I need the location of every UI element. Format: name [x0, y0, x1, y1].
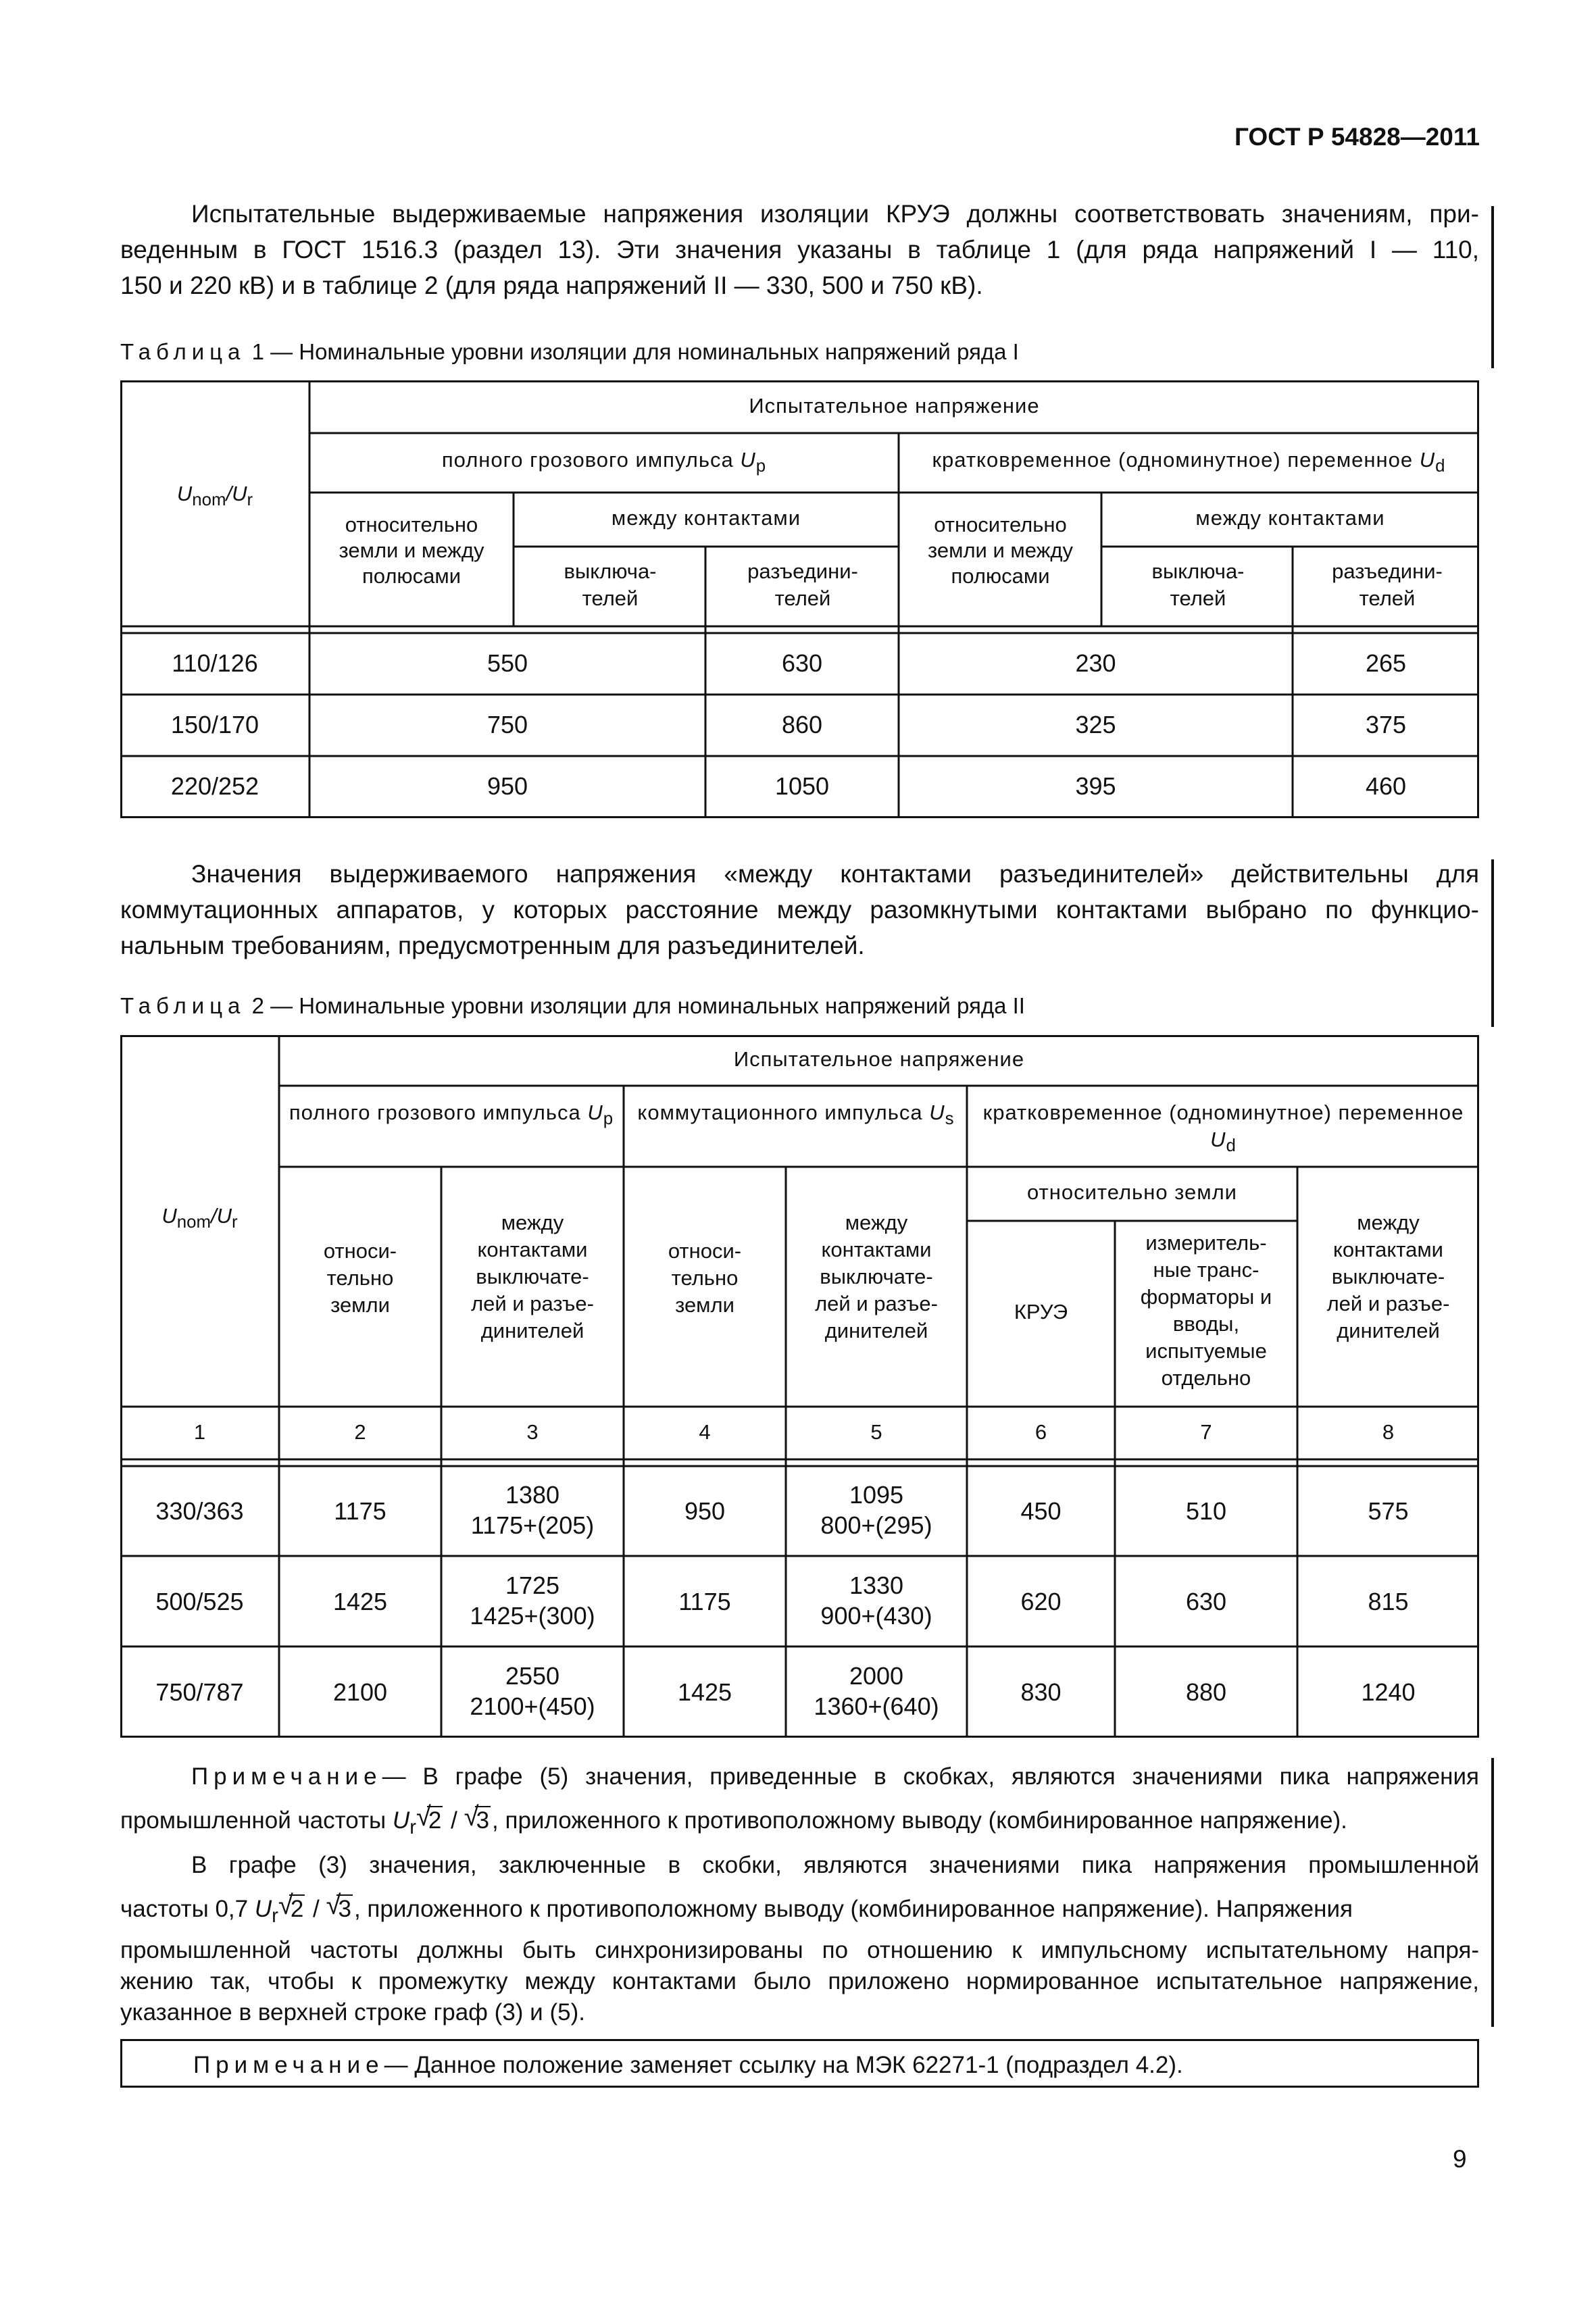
t1-disconnectors-2: разъедини- телей — [1332, 559, 1443, 610]
table-1-grid — [120, 380, 1479, 818]
table2-caption-word: Таблица — [120, 993, 246, 1018]
note2-line-a: В графе (3) значения, заключенные в скобки, являются значениями пика напряжения промышленной — [191, 1852, 1479, 1878]
t2-colnum-2: 2 — [354, 1420, 366, 1444]
t1-row3-d: 460 — [1365, 772, 1407, 800]
t2-row3-c8: 1240 — [1361, 1678, 1416, 1706]
t1-row1-c: 230 — [1075, 649, 1116, 677]
notes-block: Примечание— В графе (5) значения, приведенные в скобках, являются значениями пика напряжения промышленной частоты $U_r$ √ 2 / √ 3 , приложенного к противоположному выводу (комбинированное напряжение). В графе (3) значения, заключенные в скобки, являются значениями пика напряжения промышленной частоты 0,7 $U_r$ √ 2 / √ 3 , приложенного к противоположному выводу (комбинированное напряжение). Напряжения промышленной частоты должны быть синхронизированы по отношению к импульсному испытательному напря- жению так, чтобы к промежутку между контактами было приложено нормированное испытательное напряжение, указанное в верхней строке граф (3) и (5). — [120, 1763, 1479, 2026]
table-2-grid — [120, 1035, 1479, 1738]
t2-row3-c5b: 1360+(640) — [814, 1692, 939, 1720]
t2-col5-header: между контактами выключате- лей и разъе- динителей — [815, 1211, 938, 1342]
t2-row2-c4: 1175 — [678, 1588, 731, 1615]
t1-row3-u: 220/252 — [170, 772, 259, 800]
t1-short-term: кратковременное (одноминутное) переменное $U_d$ — [932, 448, 1446, 476]
t2-lightning: полного грозового импульса $U_p$ — [289, 1101, 614, 1129]
boxed-note — [120, 2039, 1479, 2088]
intro-line-3: 150 и 220 кВ) и в таблице 2 (для ряда напряжений II — 330, 500 и 750 кВ). — [120, 272, 983, 299]
t1-row2-d: 375 — [1365, 711, 1407, 738]
middle-line-3: нальным требованиям, предусмотренным для разъединителей. — [120, 932, 865, 959]
intro-paragraph — [120, 196, 1479, 303]
t1-rel-earth-1: относительно земли и между полюсами — [339, 513, 484, 588]
t2-row2-c2: 1425 — [332, 1588, 388, 1615]
t1-unom-header: $U_{nom}/U_r$ — [176, 482, 253, 510]
sqrt3-symbol: √ 3 — [464, 1802, 490, 1834]
t2-row3-c5a: 2000 — [849, 1662, 904, 1690]
change-bar — [1491, 859, 1494, 1027]
t1-between-contacts-2: между контактами — [1195, 506, 1385, 530]
note1-line-b: промышленной частоты — [120, 1807, 393, 1834]
change-bar — [1491, 1758, 1494, 2027]
t2-colnum-1: 1 — [193, 1420, 206, 1444]
t2-row3-c3a: 2550 — [505, 1662, 560, 1690]
t2-unom-header: $U_{nom}/U_r$ — [161, 1204, 238, 1232]
t1-row1-a: 550 — [487, 649, 528, 677]
t2-row1-c3b: 1175+(205) — [470, 1511, 595, 1539]
t2-row1-c6: 450 — [1020, 1497, 1062, 1525]
t2-short-term: кратковременное (одноминутное) переменное $U_d$ — [982, 1101, 1464, 1156]
t2-colnum-4: 4 — [699, 1420, 711, 1444]
t2-row1-c3a: 1380 — [505, 1481, 560, 1509]
t2-col2-header: относи- тельно земли — [323, 1239, 397, 1317]
t1-row1-d: 265 — [1365, 649, 1407, 677]
t2-col4-header: относи- тельно земли — [668, 1239, 742, 1317]
note2-line-c: , приложенного к противоположному выводу (комбинированное напряжение). Напряжения — [353, 1896, 1353, 1922]
t2-row3-c6: 830 — [1020, 1678, 1062, 1706]
note1-line-a: — В графе (5) значения, приведенные в скобках, являются значениями пика напряжения — [382, 1763, 1479, 1790]
note2-line-d: промышленной частоты должны быть синхронизированы по отношению к импульсному испытательному напря- — [120, 1937, 1479, 1963]
t2-test-voltage: Испытательное напряжение — [733, 1047, 1025, 1071]
note1-word: Примечание — [191, 1763, 382, 1790]
t2-row2-c8: 815 — [1368, 1588, 1409, 1615]
box-note-word: Примечание — [193, 2052, 384, 2078]
box-note-text: — Данное положение заменяет ссылку на МЭК 62271-1 (подраздел 4.2). — [384, 2052, 1183, 2078]
t1-disconnectors-1: разъедини- телей — [747, 559, 858, 610]
t1-row2-b: 860 — [781, 711, 823, 738]
t2-row1-c2: 1175 — [334, 1497, 386, 1525]
t1-row1-u: 110/126 — [172, 649, 258, 677]
t2-row2-c3b: 1425+(300) — [470, 1602, 595, 1630]
t1-test-voltage: Испытательное напряжение — [749, 394, 1040, 418]
t2-row1-u: 330/363 — [155, 1497, 244, 1525]
sqrt2-symbol: √ 2 — [278, 1890, 304, 1922]
middle-line-2: коммутационных аппаратов, у которых расстояние между разомкнутыми контактами выбрано по функцио- — [120, 896, 1479, 924]
table1-caption — [120, 339, 1019, 365]
t2-col7-header: измеритель- ные транс- форматоры и вводы, испытуемые отдельно — [1140, 1231, 1272, 1390]
table2-caption-text: 2 — Номинальные уровни изоляции для номинальных напряжений ряда II — [251, 993, 1025, 1018]
t1-row3-a: 950 — [487, 772, 528, 800]
t1-breakers-2: выключа- телей — [1151, 559, 1245, 610]
t2-row2-c7: 630 — [1185, 1588, 1227, 1615]
note1-line-c: , приложенного к противоположному выводу (комбинированное напряжение). — [492, 1807, 1347, 1834]
t1-row3-b: 1050 — [774, 772, 830, 800]
table1-caption-word: Таблица — [120, 339, 246, 364]
t1-row1-b: 630 — [781, 649, 823, 677]
t2-colnum-8: 8 — [1382, 1420, 1395, 1444]
sqrt3-symbol: √ 3 — [326, 1890, 351, 1922]
t1-breakers-1: выключа- телей — [564, 559, 657, 610]
t2-row3-c4: 1425 — [677, 1678, 732, 1706]
t2-row1-c5a: 1095 — [849, 1481, 904, 1509]
t2-row1-c4: 950 — [684, 1497, 726, 1525]
t2-row3-c7: 880 — [1185, 1678, 1227, 1706]
t2-row2-c5a: 1330 — [849, 1571, 904, 1599]
intro-line-1: Испытательные выдерживаемые напряжения изоляции КРУЭ должны соответствовать значениям, при- — [191, 200, 1479, 228]
t2-switching: коммутационного импульса $U_s$ — [637, 1101, 955, 1129]
note2-line-b: частоты 0,7 — [120, 1896, 255, 1922]
t2-col6-header: КРУЭ — [1014, 1300, 1068, 1324]
document-id: ГОСТ Р 54828—2011 — [1234, 123, 1480, 151]
t2-row2-u: 500/525 — [155, 1588, 244, 1615]
change-bar — [1491, 206, 1494, 368]
t2-col3-header: между контактами выключате- лей и разъе- динителей — [471, 1211, 594, 1342]
t2-row3-c3b: 2100+(450) — [470, 1692, 595, 1720]
t1-between-contacts-1: между контактами — [611, 506, 801, 530]
t1-row3-c: 395 — [1075, 772, 1116, 800]
t2-row2-c5b: 900+(430) — [820, 1602, 932, 1630]
t2-row1-c5b: 800+(295) — [820, 1511, 932, 1539]
t2-row3-u: 750/787 — [155, 1678, 244, 1706]
t2-colnum-6: 6 — [1034, 1420, 1047, 1444]
t2-row3-c2: 2100 — [332, 1678, 388, 1706]
intro-line-2: веденным в ГОСТ 1516.3 (раздел 13). Эти значения указаны в таблице 1 (для ряда напряжений I — 110, — [120, 236, 1479, 263]
t1-row2-c: 325 — [1075, 711, 1116, 738]
middle-paragraph — [120, 856, 1479, 963]
t2-rel-earth: относительно земли — [1026, 1180, 1238, 1204]
table2-caption — [120, 993, 1025, 1019]
note2-line-e: жению так, чтобы к промежутку между контактами было приложено нормированное испытательное напряжение, — [120, 1968, 1479, 1994]
t1-lightning-impulse: полного грозового импульса $U_p$ — [441, 448, 767, 476]
t2-colnum-3: 3 — [526, 1420, 539, 1444]
t1-row2-u: 150/170 — [170, 711, 259, 738]
middle-line-1: Значения выдерживаемого напряжения «между контактами разъединителей» действительны для — [191, 860, 1479, 888]
table1-caption-text: 1 — Номинальные уровни изоляции для номинальных напряжений ряда I — [251, 339, 1019, 364]
t2-colnum-5: 5 — [870, 1420, 882, 1444]
t2-colnum-7: 7 — [1200, 1420, 1212, 1444]
t2-row2-c3a: 1725 — [505, 1571, 560, 1599]
t2-col8-header: между контактами выключате- лей и разъе- динителей — [1326, 1211, 1450, 1342]
note2-line-f: указанное в верхней строке граф (3) и (5). — [120, 1999, 585, 2026]
t2-row1-c8: 575 — [1368, 1497, 1409, 1525]
t2-row1-c7: 510 — [1185, 1497, 1227, 1525]
t2-row2-c6: 620 — [1020, 1588, 1062, 1615]
t1-rel-earth-2: относительно земли и между полюсами — [928, 513, 1073, 588]
page-number: 9 — [1453, 2145, 1467, 2173]
t1-row2-a: 750 — [487, 711, 528, 738]
sqrt2-symbol: √ 2 — [416, 1802, 442, 1834]
